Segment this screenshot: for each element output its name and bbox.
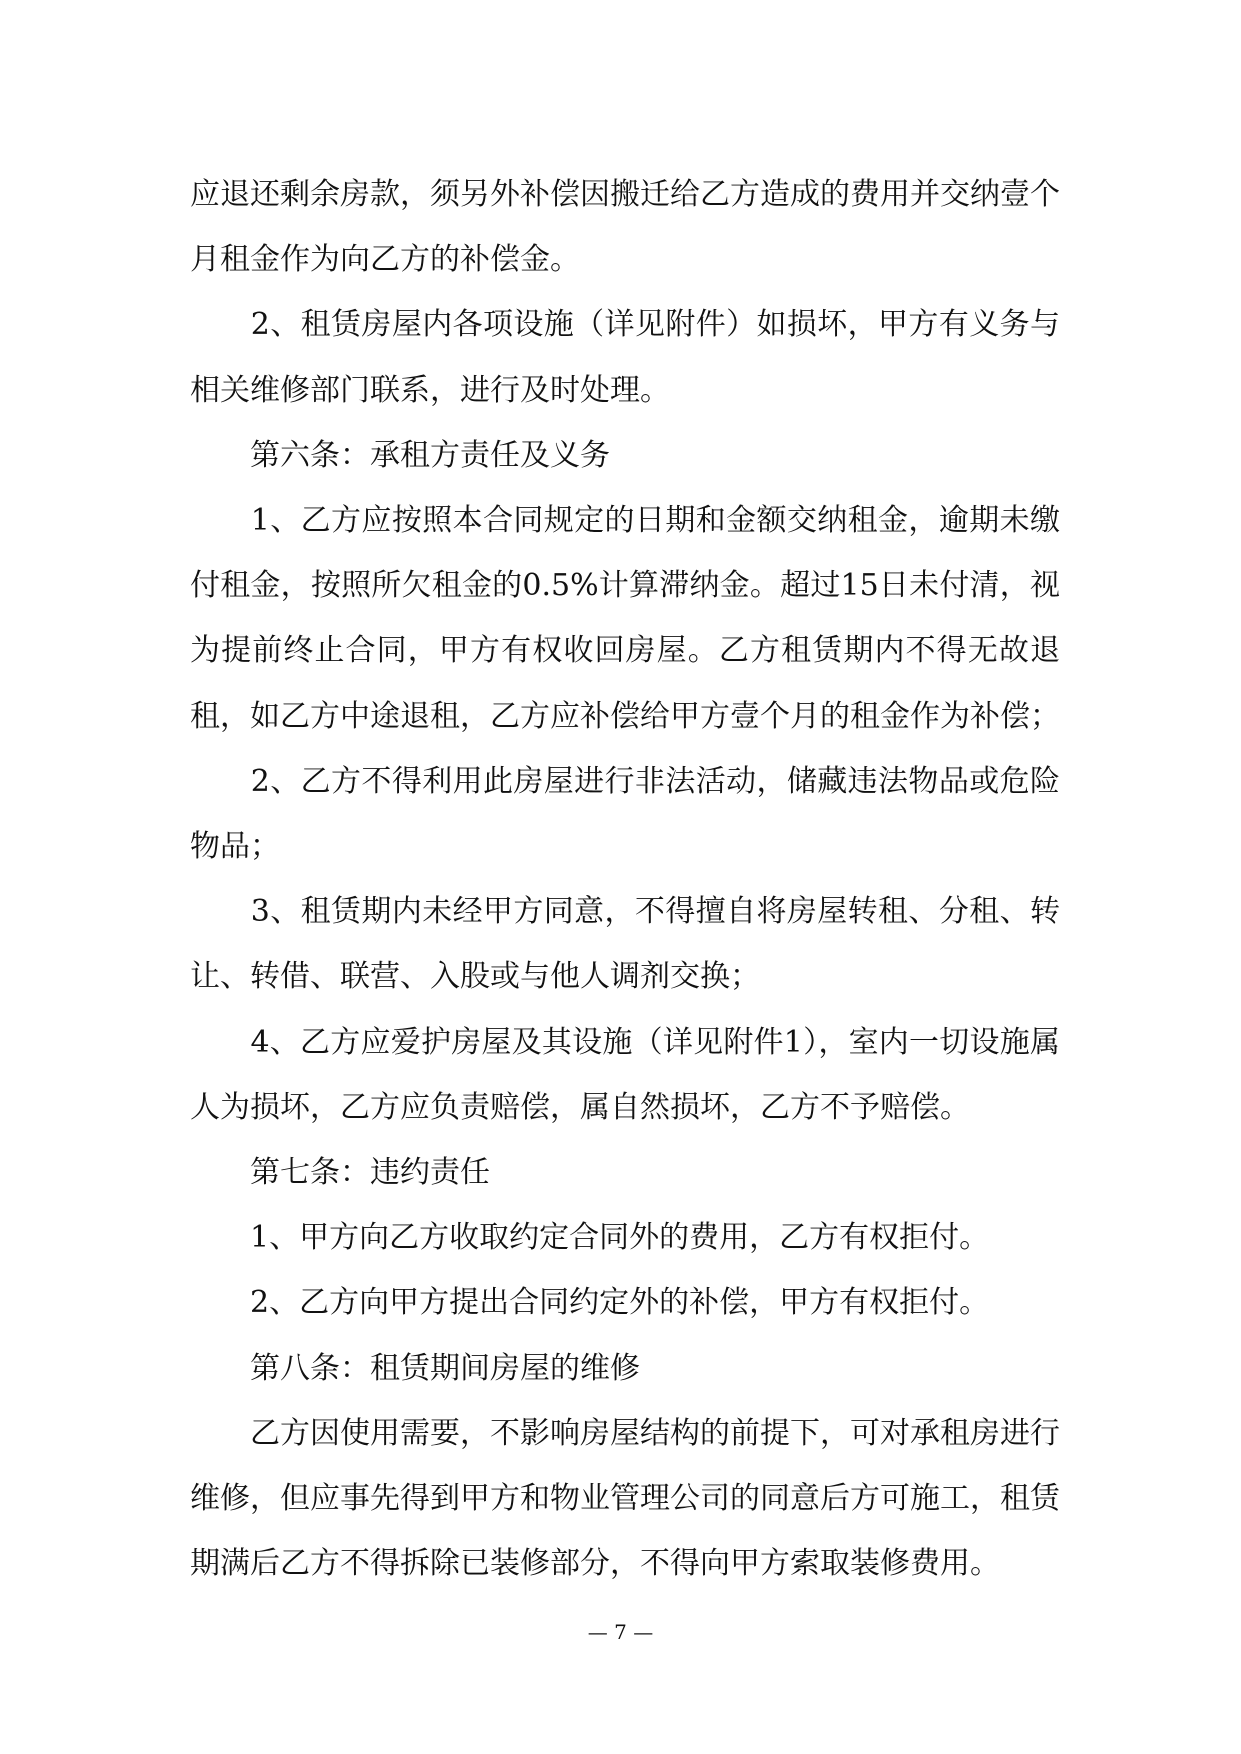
paragraph-rent-payment: 1、乙方应按照本合同规定的日期和金额交纳租金，逾期未缴付租金，按照所欠租金的0.5%计算滞纳金。超过15日未付清，视为提前终止合同，甲方有权收回房屋。乙方租赁期内不得无故退租，如乙方中途退租，乙方应补偿给甲方壹个月的租金作为补偿； bbox=[190, 503, 1060, 734]
body-text bbox=[190, 162, 1060, 1596]
paragraph-illegal-activity: 2、乙方不得利用此房屋进行非法活动，储藏违法物品或危险物品； bbox=[190, 763, 1060, 865]
paragraph-renovation: 乙方因使用需要，不影响房屋结构的前提下，可对承租房进行维修，但应事先得到甲方和物业管理公司的同意后方可施工，租赁期满后乙方不得拆除已装修部分，不得向甲方索取装修费用。 bbox=[190, 1415, 1060, 1582]
paragraph-extra-fees: 1、甲方向乙方收取约定合同外的费用，乙方有权拒付。 bbox=[190, 1220, 990, 1256]
heading-article-7: 第七条：违约责任 bbox=[190, 1155, 490, 1191]
paragraph-refund: 应退还剩余房款，须另外补偿因搬迁给乙方造成的费用并交纳壹个月租金作为向乙方的补偿金。 bbox=[190, 177, 1060, 278]
paragraph-extra-compensation: 2、乙方向甲方提出合同约定外的补偿，甲方有权拒付。 bbox=[190, 1285, 990, 1321]
paragraph-care-of-facilities: 4、乙方应爱护房屋及其设施（详见附件1），室内一切设施属人为损坏，乙方应负责赔偿，属自然损坏，乙方不予赔偿。 bbox=[190, 1024, 1060, 1125]
paragraph-facility-repair: 2、租赁房屋内各项设施（详见附件）如损坏，甲方有义务与相关维修部门联系，进行及时处理。 bbox=[190, 307, 1060, 408]
paragraph-sublet: 3、租赁期内未经甲方同意，不得擅自将房屋转租、分租、转让、转借、联营、入股或与他人调剂交换； bbox=[190, 894, 1060, 995]
heading-article-6: 第六条：承租方责任及义务 bbox=[190, 437, 610, 473]
page-number: — 7 — bbox=[587, 1620, 654, 1644]
heading-article-8: 第八条：租赁期间房屋的维修 bbox=[190, 1350, 640, 1386]
